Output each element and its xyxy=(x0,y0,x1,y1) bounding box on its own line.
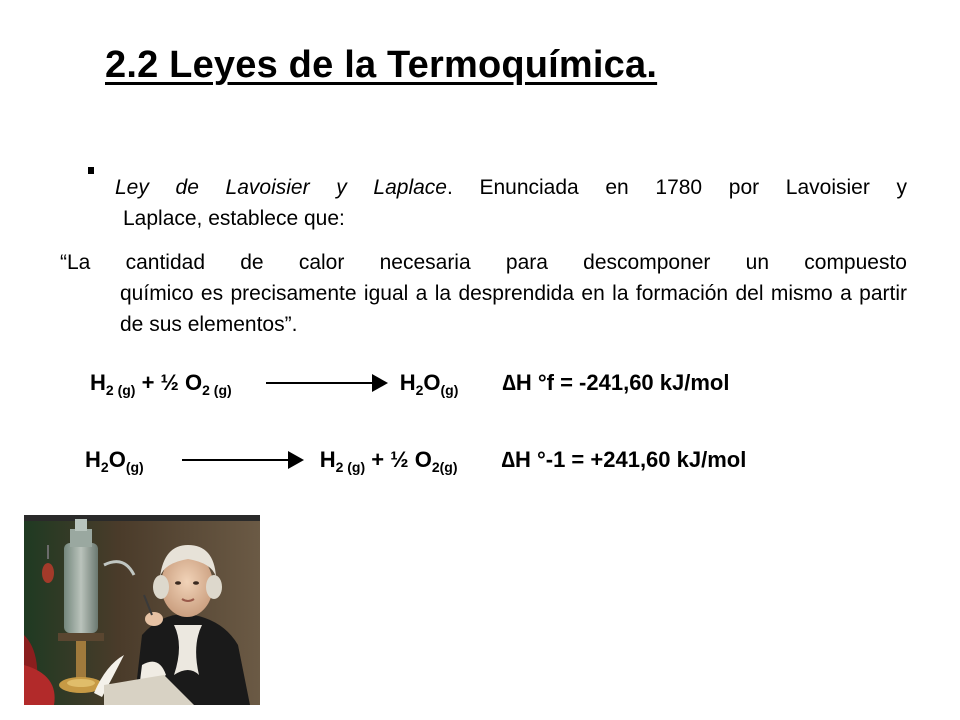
bullet-marker xyxy=(88,167,94,174)
law-quote-first-line: “La cantidad de calor necesaria para descomponer un compuesto xyxy=(60,251,907,274)
law-name: Ley de Lavoisier y Laplace xyxy=(115,176,447,199)
law-quote xyxy=(60,247,907,340)
eq1-product: $H_2O_{(g)}$ xyxy=(399,370,459,398)
eq2-products: $H_{2 (g)}$ + ½ $O_{2(g)}$ xyxy=(319,447,458,475)
lavoisier-portrait-image xyxy=(24,515,260,705)
law-intro-text: . Enunciada en 1780 por Lavoisier y xyxy=(446,176,907,199)
law-paragraph-line1 xyxy=(115,172,907,203)
equation-formation xyxy=(90,370,729,396)
eq1-reactants: $H_{2 (g)}$ + ½ $O_{2 (g)}$ xyxy=(90,370,232,398)
slide-title: 2.2 Leyes de la Termoquímica. xyxy=(105,44,658,86)
equation-decomposition xyxy=(85,447,746,473)
eq2-reactant: $H_2O_{(g)}$ xyxy=(85,447,144,475)
eq2-enthalpy: ∆H °-1 = +241,60 kJ/mol xyxy=(501,447,747,472)
reaction-arrow-icon xyxy=(182,459,290,461)
reaction-arrow-icon xyxy=(266,382,374,384)
law-paragraph-line2: Laplace, establece que: xyxy=(123,207,345,230)
law-paragraph xyxy=(115,172,907,234)
eq1-enthalpy: ∆H °f = -241,60 kJ/mol xyxy=(502,370,730,395)
law-quote-rest: químico es precisamente igual a la desprendida en la formación del mismo a partir de sus elementos”. xyxy=(120,282,907,336)
